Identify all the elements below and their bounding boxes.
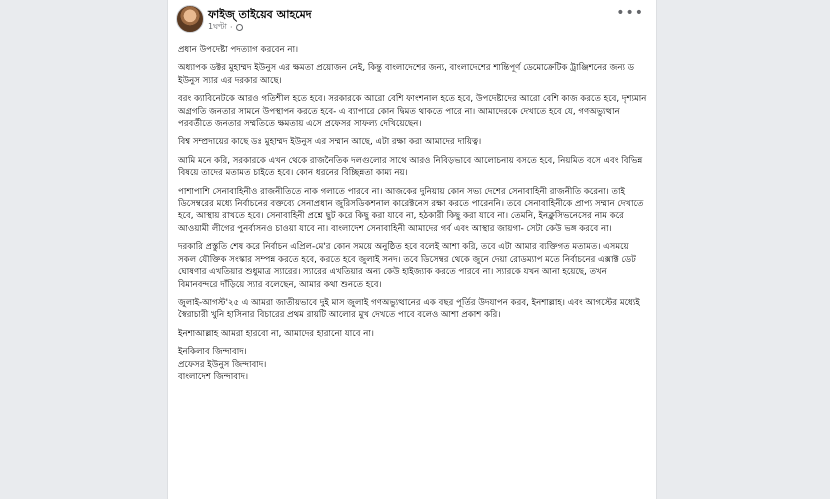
- paragraph: আমি মনে করি, সরকারকে এখন থেকে রাজনৈতিক দলগুলোর সাথে আরও নিবিড়ভাবে আলোচনায় বসতে হবে, নিয়মিত বসে এবং বিভিন্ন বিষয়ে তাদের মতামত চাইতে হবে। কোন ধরনের বিচ্ছিন্নতা কাম্য নয়।: [178, 155, 643, 179]
- paragraph: বরং ক্যাবিনেটকে আরও গতিশীল হতে হবে। সরকারকে আরো বেশি ফাংশনাল হতে হবে, উপদেষ্টাদের আরো বেশি কাজ করতে হবে, দৃশ্যমান অগ্রগতি জনতার সামনে উপস্থাপন করতে হবে- এ ব্যাপারে কোন দ্বিমত থাকতে পারে না। আমাদেরকে দেখাতে হবে যে, গণঅভ্যুত্থান পরবর্তীতে জনতার সম্মতিতে ক্ষমতায় এসে প্রফেসর সাফল্য দেখিয়েছেন।: [178, 94, 647, 130]
- avatar[interactable]: [176, 5, 204, 33]
- paragraph: অধ্যাপক ডক্টর মুহাম্মদ ইউনুস এর ক্ষমতা প্রয়োজন নেই, কিন্তু বাংলাদেশের জন্য, বাংলাদেশের শান্তিপূর্ণ ডেমোক্রেটিক ট্রাঞ্জিশনের জন্য ড ইউনুস স্যার এর দরকার আছে।: [178, 63, 635, 86]
- paragraph: পাশাপাশি সেনাবাহিনীও রাজনীতিতে নাক গলাতে পারবে না। আজকের দুনিয়ায় কোন সভ্য দেশের সেনাবাহিনী রাজনীতি করেনা। তাই ডিসেম্বরের মধ্যে নির্বাচনের বক্তব্যে সেনাপ্রধান জুরিসডিকশনাল কারেক্টনেস রক্ষা করতে পারেননি। তবে সেনাবাহিনীকে প্রাপ্য সম্মান দেখাতে হবে, আস্থায় রাখতে হবে। সেনাবাহিনী প্রশ্নে ছুট করে কিছু করা যাবে না, হঠকারী কিছু করা যাবে না। তেমনি, ইনক্লুসিভনেসের নাম করে আওয়ামী লীগের পুনর্বাসনও চাওয়া যাবে না। বাংলাদেশ সেনাবাহিনী আমাদের গর্ব এবং আস্থার জায়গা- সেটা কেউ ভঙ্গ করবে না।: [178, 186, 644, 234]
- post-time[interactable]: 1ঘণ্টা: [208, 22, 227, 31]
- paragraph: প্রধান উপদেষ্টা পদত্যাগ করবেন না।: [178, 45, 299, 55]
- author-name[interactable]: ফাইজ্‌ তাইয়েব আহমেদ: [208, 8, 312, 21]
- globe-icon: [236, 24, 243, 31]
- post-meta: 1ঘণ্টা ·: [208, 21, 243, 34]
- paragraph: জুলাই-আগস্ট'২৫ এ আমরা জাতীয়ভাবে দুই মাস জুলাই গণঅভ্যুত্থানের এক বছর পূর্তির উদযাপন করব, ইনশাল্লাহ। এবং আগস্টের মধ্যেই স্বৈরাচারী খুনি হাসিনার বিচারের প্রথম রায়টি আলোর মুখ দেখতে পাবে বলেও আশা প্রকাশ করি।: [178, 297, 640, 321]
- more-options-icon[interactable]: •••: [616, 5, 644, 21]
- paragraph: বিশ্ব সম্প্রদায়ের কাছে ডঃ মুহাম্মদ ইউনুস এর সম্মান আছে, এটা রক্ষা করা আমাদের দায়িত্ব।: [178, 137, 482, 148]
- paragraph: ইনকিলাব জিন্দাবাদ। প্রফেসর ইউনুস জিন্দাবাদ। বাংলাদেশ জিন্দাবাদ।: [178, 347, 267, 382]
- paragraph: ইনশাআল্লাহ আমরা হারবো না, আমাদের হারানো যাবে না।: [178, 328, 374, 339]
- paragraph: দরকারি প্রস্তুতি শেষ করে নির্বাচন এপ্রিল-মে'র কোন সময়ে অনুষ্ঠিত হবে বলেই আশা করি, তবে এটা আমার ব্যক্তিগত মতামত। এসময়ে সকল যৌক্তিক সংস্কার সম্পন্ন করতে হবে, করতে হবে জুলাই সনদ। তবে ডিসেম্বর থেকে জুনে দেয়া রোডম্যাপ মতে নির্বাচনের এক্সাক্ট ডেট ঘোষণার এখতিয়ার শুধুমাত্র স্যারের। স্যারের এখতিয়ার অন্য কেউ হাইজ্যাক করতে পারবে না। স্যারকে যখন আনা হয়েছে, তখন বিমানবন্দরে দাঁড়িয়ে স্যার বলেছেন, আমার কথা শুনতে হবে।: [178, 242, 636, 290]
- post-text: [178, 44, 648, 389]
- facebook-post: [167, 0, 657, 499]
